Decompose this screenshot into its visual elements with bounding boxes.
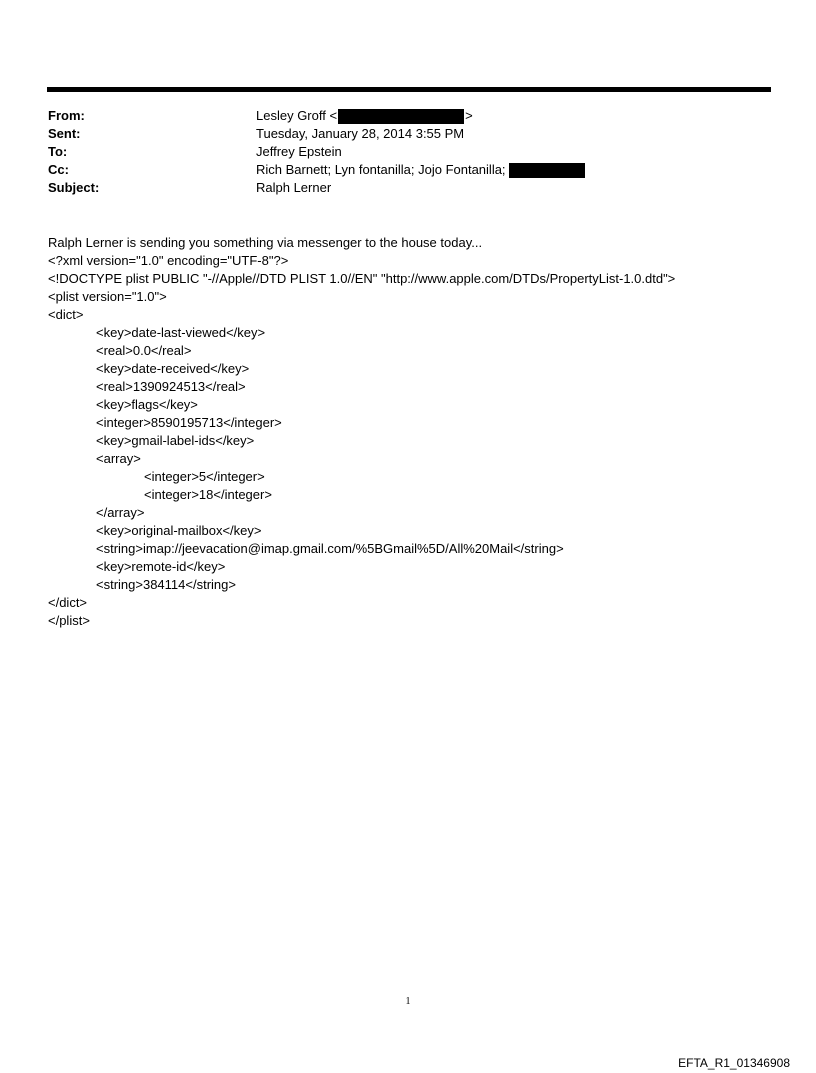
cc-names: Rich Barnett; Lyn fontanilla; Jojo Fontanilla;: [256, 162, 506, 177]
to-label: To:: [48, 144, 68, 159]
document-id: EFTA_R1_01346908: [678, 1056, 790, 1070]
body-line: <!DOCTYPE plist PUBLIC "-//Apple//DTD PLIST 1.0//EN" "http://www.apple.com/DTDs/PropertyList-1.0.dtd">: [48, 271, 676, 286]
from-name: Lesley Groff <: [256, 108, 338, 123]
body-line: <key>original-mailbox</key>: [96, 523, 262, 538]
body-line: <real>1390924513</real>: [96, 379, 246, 394]
subject-label: Subject:: [48, 180, 100, 195]
subject-row: [48, 179, 748, 197]
page-number: 1: [405, 996, 411, 1007]
subject-value: Ralph Lerner: [256, 180, 332, 195]
redaction-bar: [509, 163, 585, 178]
body-line: <string>imap://jeevacation@imap.gmail.com/%5BGmail%5D/All%20Mail</string>: [96, 541, 564, 556]
from-close: >: [465, 108, 473, 123]
from-row: [48, 107, 748, 125]
cc-value: [256, 161, 585, 179]
body-line: <key>date-received</key>: [96, 361, 250, 376]
body-line: <dict>: [48, 307, 84, 322]
body-line: </plist>: [48, 613, 90, 628]
from-value: [256, 107, 473, 125]
body-line: <real>0.0</real>: [96, 343, 192, 358]
body-line: <?xml version="1.0" encoding="UTF-8"?>: [48, 253, 289, 268]
cc-row: [48, 161, 748, 179]
top-divider: [47, 87, 771, 92]
body-line: </dict>: [48, 595, 88, 610]
body-line: <plist version="1.0">: [48, 289, 167, 304]
body-line: Ralph Lerner is sending you something via messenger to the house today...: [48, 235, 483, 250]
body-line: <integer>5</integer>: [144, 469, 265, 484]
body-line: </array>: [96, 505, 145, 520]
sent-value: Tuesday, January 28, 2014 3:55 PM: [256, 126, 465, 141]
to-row: [48, 143, 748, 161]
redaction-bar: [338, 109, 464, 124]
email-header: [48, 107, 748, 197]
from-label: From:: [48, 108, 85, 123]
cc-label: Cc:: [48, 162, 69, 177]
body-line: <integer>8590195713</integer>: [96, 415, 282, 430]
body-line: <string>384114</string>: [96, 577, 236, 592]
body-line: <key>remote-id</key>: [96, 559, 226, 574]
body-line: <key>gmail-label-ids</key>: [96, 433, 255, 448]
body-line: <key>flags</key>: [96, 397, 198, 412]
to-value: Jeffrey Epstein: [256, 144, 342, 159]
email-body: [48, 234, 788, 630]
body-line: <array>: [96, 451, 141, 466]
sent-label: Sent:: [48, 126, 81, 141]
sent-row: [48, 125, 748, 143]
body-line: <integer>18</integer>: [144, 487, 272, 502]
body-line: <key>date-last-viewed</key>: [96, 325, 266, 340]
